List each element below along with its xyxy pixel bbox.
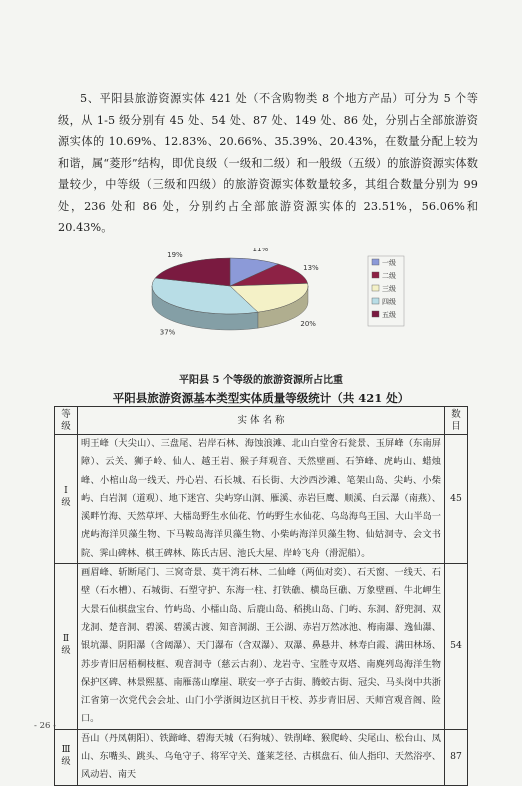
row-level: Ⅲ级 bbox=[55, 729, 78, 785]
legend-label: 四级 bbox=[382, 298, 396, 306]
grade-table bbox=[54, 406, 468, 786]
row-names: 吾山（丹凤朝阳）、铁蹄峰、碧海天城（石狗城）、铁削峰、猴爬岭、尖尾山、松台山、凤山、东嘴头、跳头、乌龟守子、将军守关、蓬莱芝径、古棋盘石、仙人指印、天然浴亭、风动岩、南天 bbox=[78, 729, 445, 785]
intro-paragraph: 5、平阳县旅游资源实体 421 处（不含购物类 8 个地方产品）可分为 5 个等级，从 1-5 级分别有 45 处、54 处、87 处、149 处、86 处，分别占全部旅游资源实体的 10.69%、12.83%、20.66%、35.39%、20.43%，在数量分配上较为和谐，属“菱形”结构，即优良级（一级和二级）和一般级（五级）的旅游资源实体数量较少，中等级（三级和四级）的旅游资源实体数量较多，其组合数量分别为 99 处，236 处和 86 处，分别约占全部旅游资源实体的 23.51%，56.06%和 20.43%。 bbox=[58, 92, 478, 234]
header-count: 数目 bbox=[445, 407, 468, 435]
row-count: 45 bbox=[445, 435, 468, 564]
row-count: 54 bbox=[445, 564, 468, 730]
legend-label: 二级 bbox=[382, 272, 396, 280]
pie-data-label: 13% bbox=[303, 263, 319, 272]
table-header-row bbox=[55, 407, 468, 435]
chart-caption: 平阳县 5 个等级的旅游资源所占比重 bbox=[179, 375, 343, 386]
pie-chart bbox=[150, 248, 410, 370]
legend-swatch bbox=[372, 298, 379, 304]
legend-swatch bbox=[372, 285, 379, 291]
legend-swatch bbox=[372, 259, 379, 265]
header-names: 实 体 名 称 bbox=[78, 407, 445, 435]
legend-label: 一级 bbox=[382, 259, 396, 267]
table-row bbox=[55, 435, 468, 564]
legend-label: 三级 bbox=[382, 285, 396, 293]
header-level: 等级 bbox=[55, 407, 78, 435]
row-names: 画眉峰、斩断尾门、三窝奇景、莫干湾石林、二仙峰（两仙对奕）、石天窗、一线天、石壁（石水槽）、石城街、石塑守护、东海一柱、打铁礁、横岛巨礁、万象壁画、牛北岬生大景石仙棋盘宝台、竹屿岛、小檑山岛、后鹿山岛、稻挑山岛、门屿、东洞、舒兜洞、双龙洞、楚音洞、碧溪、碧溪古渡、知音洞湖、王公湖、赤岩万然冰池、梅南瀑、逸仙瀑、银坑瀑、阴阳瀑（含阔瀑）、天门瀑布（含双瀑）、双瀑、鼻悬井、林寿白霞、满田林场、苏步青旧居梧桐枝框、观音洞寺（慈云古刹）、龙岩寺、宝胜寺双塔、南麂列岛海洋生物保护区碑、林景熙墓、南雁荡山摩崖、联安一亭子古街、腾蛟古街、冠尖、马头岗中共浙江省第一次党代会会址、山门小学浙闽边区抗日干校、苏步青旧居、天师宫观音阁、险口。 bbox=[78, 564, 445, 730]
pie-data-label: 11% bbox=[252, 248, 269, 254]
pie-data-label: 37% bbox=[159, 328, 176, 337]
table-title: 平阳县旅游资源基本类型实体质量等级统计（共 421 处） bbox=[112, 391, 410, 405]
pie-data-label: 19% bbox=[167, 250, 183, 259]
legend-swatch bbox=[372, 272, 379, 278]
page-number: - 26 - bbox=[34, 721, 56, 731]
row-level: Ⅰ级 bbox=[55, 435, 78, 564]
row-level: Ⅱ级 bbox=[55, 564, 78, 730]
legend-swatch bbox=[372, 311, 379, 317]
row-count: 87 bbox=[445, 729, 468, 785]
pie-data-label: 20% bbox=[300, 320, 316, 329]
row-names: 明王峰（大尖山）、三盘尾、岩岸石林、海蚀浪滩、北山白堂舍石瓮景、玉屏峰（东南屏障）、云关、狮子岭、仙人、越王岩、猴子拜观音、天然壁画、石笋峰、虎屿山、蜡烛峰、小棺山岛一线天、丹心岩、石长城、石长街、大沙西沙滩、笔架山岛、尖屿、小柴屿、白岩洞（道观）、地下迷宫、尖屿穿山洞、雁溪、赤岩巨鹰、顺溪、白云瀑（南燕）、溪畔竹海、天然草坪、大檑岛野生水仙花、竹屿野生水仙花、乌岛海鸟王国、大山半岛一虎屿海洋贝藻生物、下马鞍岛海洋贝藻生物、小柴屿海洋贝藻生物、仙姑洞寺、会文书院、霁山碑林、棋王碑林、陈氏古居、池氏大屋、岸岭飞舟（滑泥船）。 bbox=[78, 435, 445, 564]
legend-label: 五级 bbox=[382, 311, 396, 319]
table-row bbox=[55, 729, 468, 785]
table-row bbox=[55, 564, 468, 730]
